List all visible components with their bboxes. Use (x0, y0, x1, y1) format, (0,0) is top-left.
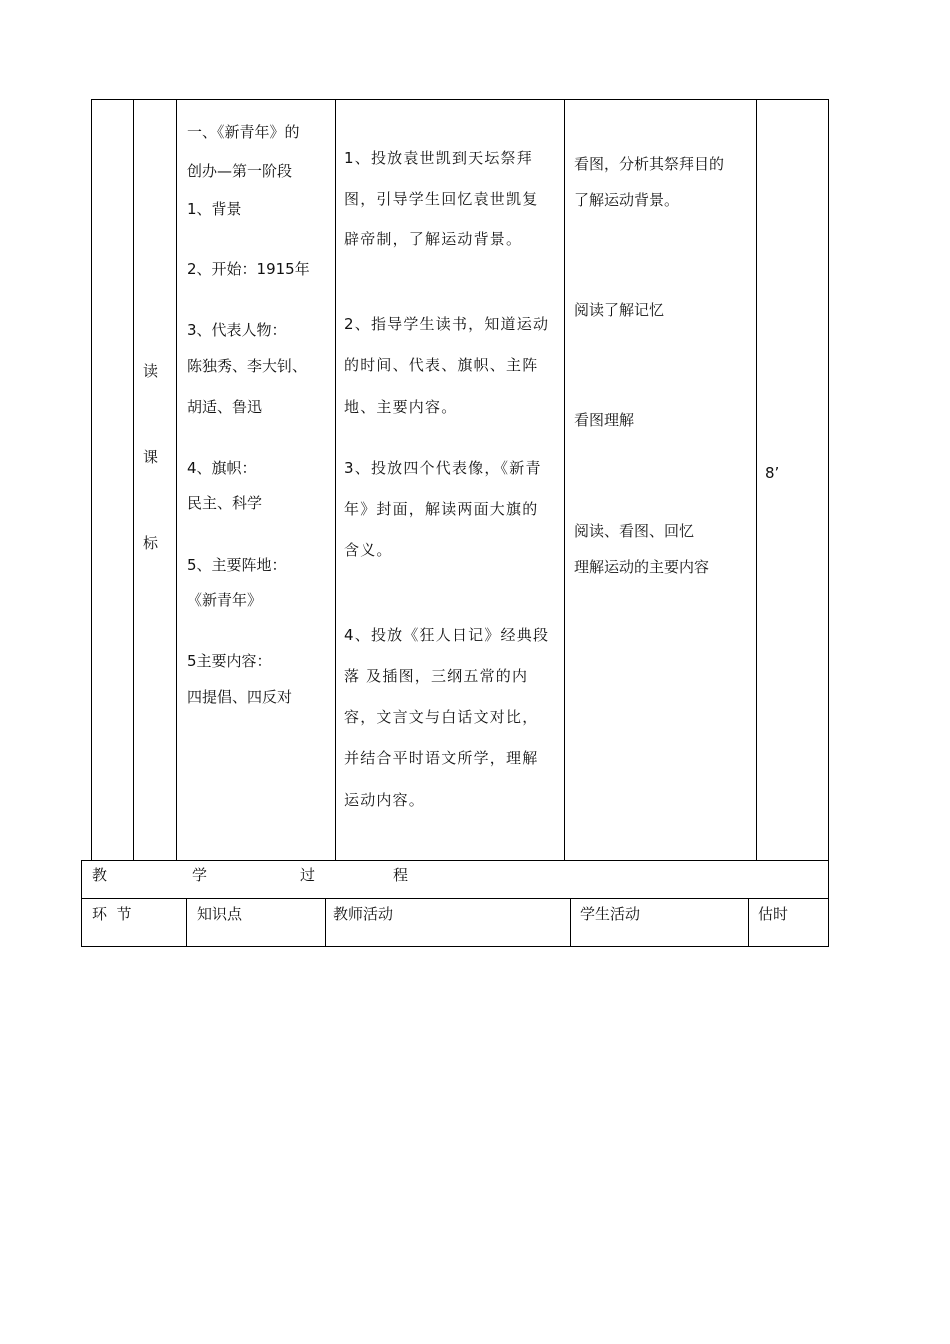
segment-char: 课 (143, 448, 159, 466)
knowledge-line: 3、代表人物： (187, 321, 287, 339)
knowledge-line: 创办—第一阶段 (187, 162, 293, 180)
knowledge-line: 4、旗帜： (187, 459, 257, 477)
column-divider (133, 99, 134, 860)
time-estimate: 8’ (765, 464, 780, 482)
column-divider (335, 99, 336, 860)
teacher-line: 图，引导学生回忆袁世凯复 (344, 190, 539, 208)
table-border-left (91, 99, 92, 860)
knowledge-line: 1、背景 (187, 200, 242, 218)
column-divider (570, 898, 571, 946)
teacher-line: 运动内容。 (344, 791, 426, 809)
student-line: 理解运动的主要内容 (574, 558, 710, 576)
table-border-bottom (81, 946, 829, 947)
row-divider (81, 898, 829, 899)
column-divider (756, 99, 757, 860)
column-divider (176, 99, 177, 860)
process-title-char: 过 (300, 866, 316, 884)
segment-char: 读 (143, 362, 159, 380)
header-student-activity: 学生活动 (580, 905, 641, 923)
teacher-line: 的时间、代表、旗帜、主阵 (344, 356, 539, 374)
teacher-line: 地、主要内容。 (344, 398, 458, 416)
knowledge-line: 2、开始：1915年 (187, 260, 310, 278)
knowledge-line: 四提倡、四反对 (187, 688, 293, 706)
student-line: 了解运动背景。 (574, 191, 680, 209)
knowledge-line: 《新青年》 (187, 591, 263, 609)
column-divider (186, 898, 187, 946)
segment-char: 标 (143, 534, 159, 552)
table-border-top (91, 99, 829, 100)
table-border-top (81, 860, 829, 861)
teacher-line: 落 及插图，三纲五常的内 (344, 667, 529, 685)
knowledge-line: 5、主要阵地： (187, 556, 287, 574)
knowledge-line: 胡适、鲁迅 (187, 398, 263, 416)
knowledge-line: 5主要内容： (187, 652, 272, 670)
student-line: 阅读、看图、回忆 (574, 522, 695, 540)
student-line: 阅读了解记忆 (574, 301, 665, 319)
knowledge-line: 一、《新青年》的 (187, 123, 300, 141)
column-divider (748, 898, 749, 946)
process-title-char: 教 (92, 866, 108, 884)
header-teacher-activity: 教师活动 (333, 905, 394, 923)
teacher-line: 辟帝制，了解运动背景。 (344, 230, 523, 248)
table-border-right (828, 99, 829, 860)
teacher-line: 4、投放《狂人日记》经典段 (344, 626, 550, 644)
header-knowledge: 知识点 (197, 905, 243, 923)
student-line: 看图，分析其祭拜目的 (574, 155, 725, 173)
knowledge-line: 民主、科学 (187, 494, 263, 512)
column-divider (564, 99, 565, 860)
teacher-line: 3、投放四个代表像，《新青 (344, 459, 542, 477)
column-divider (325, 898, 326, 946)
knowledge-line: 陈独秀、李大钊、 (187, 357, 308, 375)
teacher-line: 2、指导学生读书，知道运动 (344, 315, 550, 333)
process-title-char: 程 (393, 866, 409, 884)
header-time: 估时 (758, 905, 789, 923)
teacher-line: 含义。 (344, 541, 393, 559)
table-border-right (828, 860, 829, 946)
student-line: 看图理解 (574, 411, 635, 429)
teacher-line: 1、投放袁世凯到天坛祭拜 (344, 149, 533, 167)
process-title-char: 学 (192, 866, 208, 884)
teacher-line: 年》封面，解读两面大旗的 (344, 500, 539, 518)
teacher-line: 容，文言文与白话文对比， (344, 708, 539, 726)
teacher-line: 并结合平时语文所学，理解 (344, 749, 539, 767)
header-segment: 环 节 (92, 905, 132, 923)
table-border-left (81, 860, 82, 946)
